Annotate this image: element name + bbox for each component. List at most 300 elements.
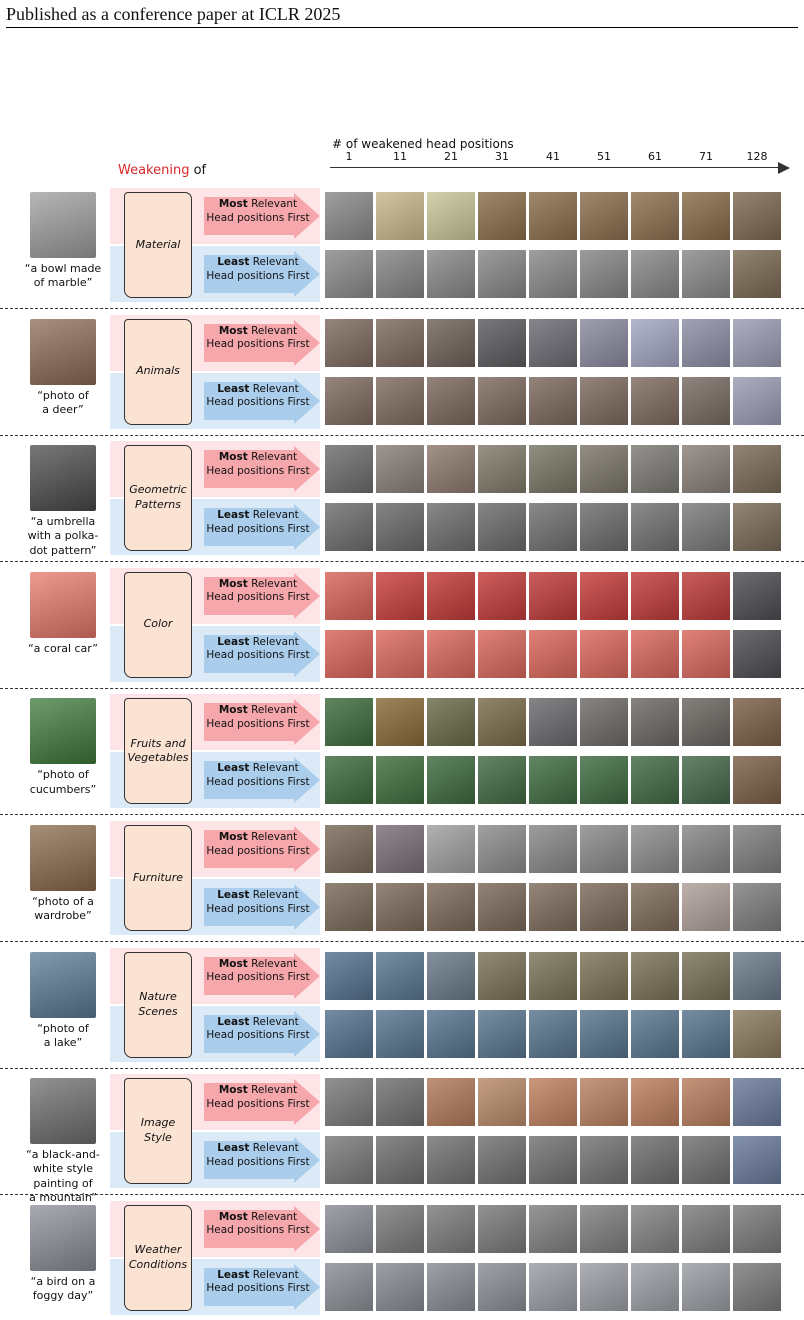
generated-image [478,377,526,425]
generated-image [733,1010,781,1058]
generated-image [733,1205,781,1253]
least-relevant-label [206,1016,310,1043]
generated-image [529,377,577,425]
most-relevant-image-row [325,572,781,620]
generated-image [682,756,730,804]
generated-image [631,756,679,804]
least-relevant-arrow [204,378,320,424]
concept-label: Color [124,572,192,678]
most-relevant-arrow [204,573,320,619]
generated-image [478,1136,526,1184]
concept-label: Furniture [124,825,192,931]
group-separator [0,561,804,562]
generated-image [682,883,730,931]
least-relevant-image-row [325,377,781,425]
relevant-word: Relevant [249,762,299,775]
most-relevant-label [206,704,310,731]
generated-image [580,883,628,931]
generated-image [631,825,679,873]
generated-image [682,698,730,746]
relevant-word: Relevant [249,1268,299,1281]
generated-image [376,250,424,298]
emphasis-word: Least [217,1268,250,1281]
generated-image [529,825,577,873]
least-relevant-image-row [325,1263,781,1311]
generated-image [682,319,730,367]
emphasis-word: Least [217,1015,250,1028]
generated-image [733,250,781,298]
generated-image [682,377,730,425]
generated-image [325,1010,373,1058]
generated-image [631,883,679,931]
generated-image [682,445,730,493]
generated-image [376,1078,424,1126]
concept-label: Nature Scenes [124,952,192,1058]
generated-image [478,952,526,1000]
least-relevant-label [206,509,310,536]
prompt-reference-image [30,319,96,385]
least-relevant-arrow [204,1011,320,1057]
group-separator [0,1068,804,1069]
relevant-word: Relevant [249,635,299,648]
axis-line [330,167,780,168]
concept-group [0,564,804,685]
generated-image [427,1136,475,1184]
generated-image [376,883,424,931]
generated-image [427,250,475,298]
generated-image [529,952,577,1000]
relevant-word: Relevant [247,324,298,337]
generated-image [325,1136,373,1184]
generated-image [631,1010,679,1058]
generated-image [325,445,373,493]
generated-image [733,1078,781,1126]
head-positions-text: Head positions First [206,338,310,351]
most-relevant-arrow [204,1079,320,1125]
least-relevant-label [206,256,310,283]
generated-image [427,952,475,1000]
generated-image [733,1136,781,1184]
head-positions-text: Head positions First [206,844,310,857]
generated-image [580,952,628,1000]
generated-image [376,698,424,746]
generated-image [325,756,373,804]
prompt-reference-image [30,192,96,258]
most-relevant-label [206,831,310,858]
relevant-word: Relevant [249,889,299,901]
prompt-reference-image [30,445,96,511]
generated-image [580,756,628,804]
generated-image [478,1263,526,1311]
generated-image [631,319,679,367]
generated-image [631,1263,679,1311]
generated-image [682,630,730,678]
generated-image [631,1078,679,1126]
prompt-caption: “photo of a lake” [37,1021,89,1049]
most-relevant-arrow [204,699,320,745]
generated-image [376,1136,424,1184]
head-positions-text: Head positions First [206,396,310,409]
generated-image [733,698,781,746]
prompt-reference-image [30,825,96,891]
generated-image [376,572,424,620]
generated-image [529,503,577,551]
most-relevant-image-row [325,319,781,367]
axis-title: # of weakened head positions [332,137,514,151]
generated-image [580,572,628,620]
generated-image [427,756,475,804]
concept-group [0,1070,804,1205]
relevant-word: Relevant [247,577,298,590]
generated-image [478,1010,526,1058]
generated-image [376,630,424,678]
emphasis-word: Least [217,635,250,648]
generated-image [733,377,781,425]
concept-group [0,944,804,1065]
generated-image [325,1078,373,1126]
generated-image [631,445,679,493]
least-relevant-image-row [325,630,781,678]
least-relevant-label [206,636,310,663]
least-relevant-arrow [204,251,320,297]
generated-image [325,377,373,425]
least-relevant-image-row [325,1136,781,1184]
generated-image [682,1136,730,1184]
prompt-reference-image [30,572,96,638]
generated-image [682,1205,730,1253]
generated-image [478,319,526,367]
relevant-word: Relevant [249,256,299,268]
group-separator [0,308,804,309]
relevant-word: Relevant [247,198,298,210]
generated-image [529,756,577,804]
relevant-word: Relevant [249,1015,299,1028]
generated-image [478,1078,526,1126]
generated-image [427,503,475,551]
head-positions-text: Head positions First [206,971,310,984]
head-positions-text: Head positions First [206,718,310,731]
generated-image [529,630,577,678]
prompt-reference-image [30,1205,96,1271]
relevant-word: Relevant [249,509,299,522]
generated-image [733,825,781,873]
least-relevant-image-row [325,1010,781,1058]
prompt-caption: “photo of cucumbers” [29,768,97,796]
generated-image [529,1136,577,1184]
most-relevant-arrow [204,826,320,872]
generated-image [733,445,781,493]
prompt-caption: “a bird on a foggy day” [30,1274,96,1303]
generated-image [376,319,424,367]
generated-image [478,698,526,746]
generated-image [631,1136,679,1184]
generated-image [427,1010,475,1058]
axis-tick-label: 1 [345,150,353,163]
generated-image [427,698,475,746]
emphasis-word: Most [218,198,248,210]
generated-image [325,825,373,873]
generated-image [580,250,628,298]
generated-image [376,192,424,240]
generated-image [529,1263,577,1311]
generated-image [529,572,577,620]
axis-tick-label: 41 [546,150,560,163]
most-relevant-label [206,578,310,605]
concept-group [0,1197,804,1318]
generated-image [631,698,679,746]
least-relevant-label [206,762,310,789]
generated-image [733,192,781,240]
most-relevant-label [206,198,310,225]
prompt-reference-image [30,698,96,764]
generated-image [325,503,373,551]
running-head: Published as a conference paper at ICLR 2025 [6,4,341,24]
generated-image [427,319,475,367]
least-relevant-image-row [325,756,781,804]
generated-image [376,1010,424,1058]
generated-image [733,952,781,1000]
generated-image [427,377,475,425]
concept-group [0,311,804,432]
most-relevant-image-row [325,1078,781,1126]
generated-image [427,630,475,678]
generated-image [682,825,730,873]
relevant-word: Relevant [249,382,299,395]
most-relevant-arrow [204,193,320,239]
prompt-reference-image [30,952,96,1018]
concept-group [0,184,804,305]
generated-image [580,1205,628,1253]
most-relevant-image-row [325,1205,781,1253]
prompt-caption: “a umbrella with a polka- dot pattern” [27,515,99,557]
generated-image [682,572,730,620]
least-relevant-image-row [325,250,781,298]
most-relevant-label [206,325,310,352]
most-relevant-image-row [325,698,781,746]
axis-arrowhead [778,162,790,174]
emphasis-word: Least [217,762,250,775]
relevant-word: Relevant [247,704,298,717]
generated-image [733,630,781,678]
generated-image [580,1078,628,1126]
emphasis-word: Most [218,957,248,970]
least-relevant-arrow [204,1137,320,1183]
generated-image [376,1205,424,1253]
generated-image [478,883,526,931]
generated-image [682,952,730,1000]
concept-label: Weather Conditions [124,1205,192,1311]
concept-label: Animals [124,319,192,425]
head-positions-text: Head positions First [206,269,310,282]
generated-image [529,883,577,931]
least-relevant-label [206,383,310,410]
group-separator [0,435,804,436]
generated-image [376,1263,424,1311]
head-positions-text: Head positions First [206,649,310,662]
concept-label: Material [124,192,192,298]
generated-image [529,1205,577,1253]
group-separator [0,814,804,815]
axis-tick-label: 51 [597,150,611,163]
axis-tick-label: 11 [393,150,407,163]
emphasis-word: Most [218,324,248,337]
generated-image [478,445,526,493]
generated-image [733,756,781,804]
emphasis-word: Most [218,577,248,590]
generated-image [376,952,424,1000]
concept-label: Image Style [124,1078,192,1184]
emphasis-word: Most [218,451,248,464]
prompt-caption: “photo of a deer” [37,388,89,416]
generated-image [427,1205,475,1253]
most-relevant-arrow [204,320,320,366]
relevant-word: Relevant [247,831,298,843]
relevant-word: Relevant [247,1084,298,1097]
generated-image [682,250,730,298]
head-positions-text: Head positions First [206,591,310,604]
relevant-word: Relevant [247,451,298,464]
most-relevant-arrow [204,446,320,492]
generated-image [682,503,730,551]
prompt-caption: “a bowl made of marble” [24,262,102,290]
generated-image [580,698,628,746]
generated-image [325,192,373,240]
generated-image [580,377,628,425]
least-relevant-arrow [204,757,320,803]
emphasis-word: Least [217,256,250,268]
generated-image [325,883,373,931]
generated-image [478,756,526,804]
axis-tick-label: 61 [648,150,662,163]
concept-label: Fruits and Vegetables [124,698,192,804]
prompt-caption: “a black-and- white style painting of a mountain” [26,1148,100,1205]
concept-group [0,690,804,811]
generated-image [682,192,730,240]
generated-image [376,825,424,873]
relevant-word: Relevant [247,1210,298,1223]
generated-image [376,756,424,804]
least-relevant-arrow [204,631,320,677]
head-positions-text: Head positions First [206,902,310,915]
least-relevant-arrow [204,1264,320,1310]
generated-image [580,1136,628,1184]
axis-tick-label: 71 [699,150,713,163]
generated-image [682,1078,730,1126]
generated-image [631,503,679,551]
generated-image [529,192,577,240]
generated-image [427,883,475,931]
most-relevant-label [206,1211,310,1238]
axis-tick-label: 128 [746,150,768,163]
most-relevant-image-row [325,445,781,493]
concept-label: Geometric Patterns [124,445,192,551]
concept-group [0,817,804,938]
generated-image [478,572,526,620]
generated-image [580,503,628,551]
least-relevant-arrow [204,884,320,930]
emphasis-word: Most [218,831,248,843]
least-relevant-label [206,1142,310,1169]
generated-image [325,630,373,678]
generated-image [478,503,526,551]
generated-image [580,319,628,367]
most-relevant-image-row [325,192,781,240]
generated-image [733,319,781,367]
weakening-label [118,163,206,178]
generated-image [376,445,424,493]
generated-image [325,250,373,298]
least-relevant-label [206,889,310,916]
concept-group [0,437,804,558]
generated-image [325,572,373,620]
generated-image [682,1263,730,1311]
group-separator [0,688,804,689]
relevant-word: Relevant [247,957,298,970]
prompt-caption: “photo of a wardrobe” [32,895,94,923]
least-relevant-image-row [325,503,781,551]
most-relevant-label [206,451,310,478]
emphasis-word: Least [217,1142,250,1155]
generated-image [631,630,679,678]
head-positions-text: Head positions First [206,776,310,789]
generated-image [631,952,679,1000]
generated-image [427,572,475,620]
axis-tick-label: 31 [495,150,509,163]
most-relevant-label [206,1084,310,1111]
generated-image [325,319,373,367]
emphasis-word: Least [217,382,250,395]
head-positions-text: Head positions First [206,1029,310,1042]
generated-image [631,250,679,298]
head-positions-text: Head positions First [206,1097,310,1110]
most-relevant-label [206,958,310,985]
generated-image [631,1205,679,1253]
generated-image [529,250,577,298]
generated-image [427,825,475,873]
prompt-reference-image [30,1078,96,1144]
generated-image [580,630,628,678]
header-rule [6,27,798,28]
generated-image [580,192,628,240]
generated-image [427,445,475,493]
generated-image [733,503,781,551]
emphasis-word: Most [218,1210,248,1223]
generated-image [478,630,526,678]
generated-image [427,1078,475,1126]
generated-image [682,1010,730,1058]
generated-image [580,1263,628,1311]
generated-image [529,1010,577,1058]
generated-image [529,319,577,367]
generated-image [529,445,577,493]
generated-image [478,192,526,240]
generated-image [325,698,373,746]
generated-image [478,825,526,873]
emphasis-word: Most [218,1084,248,1097]
generated-image [427,192,475,240]
weakening-word: Weakening [118,163,190,178]
generated-image [631,572,679,620]
axis-tick-label: 21 [444,150,458,163]
most-relevant-arrow [204,1206,320,1252]
generated-image [478,250,526,298]
generated-image [325,1205,373,1253]
generated-image [325,952,373,1000]
emphasis-word: Least [217,889,250,901]
generated-image [376,503,424,551]
least-relevant-arrow [204,504,320,550]
emphasis-word: Least [217,509,250,522]
